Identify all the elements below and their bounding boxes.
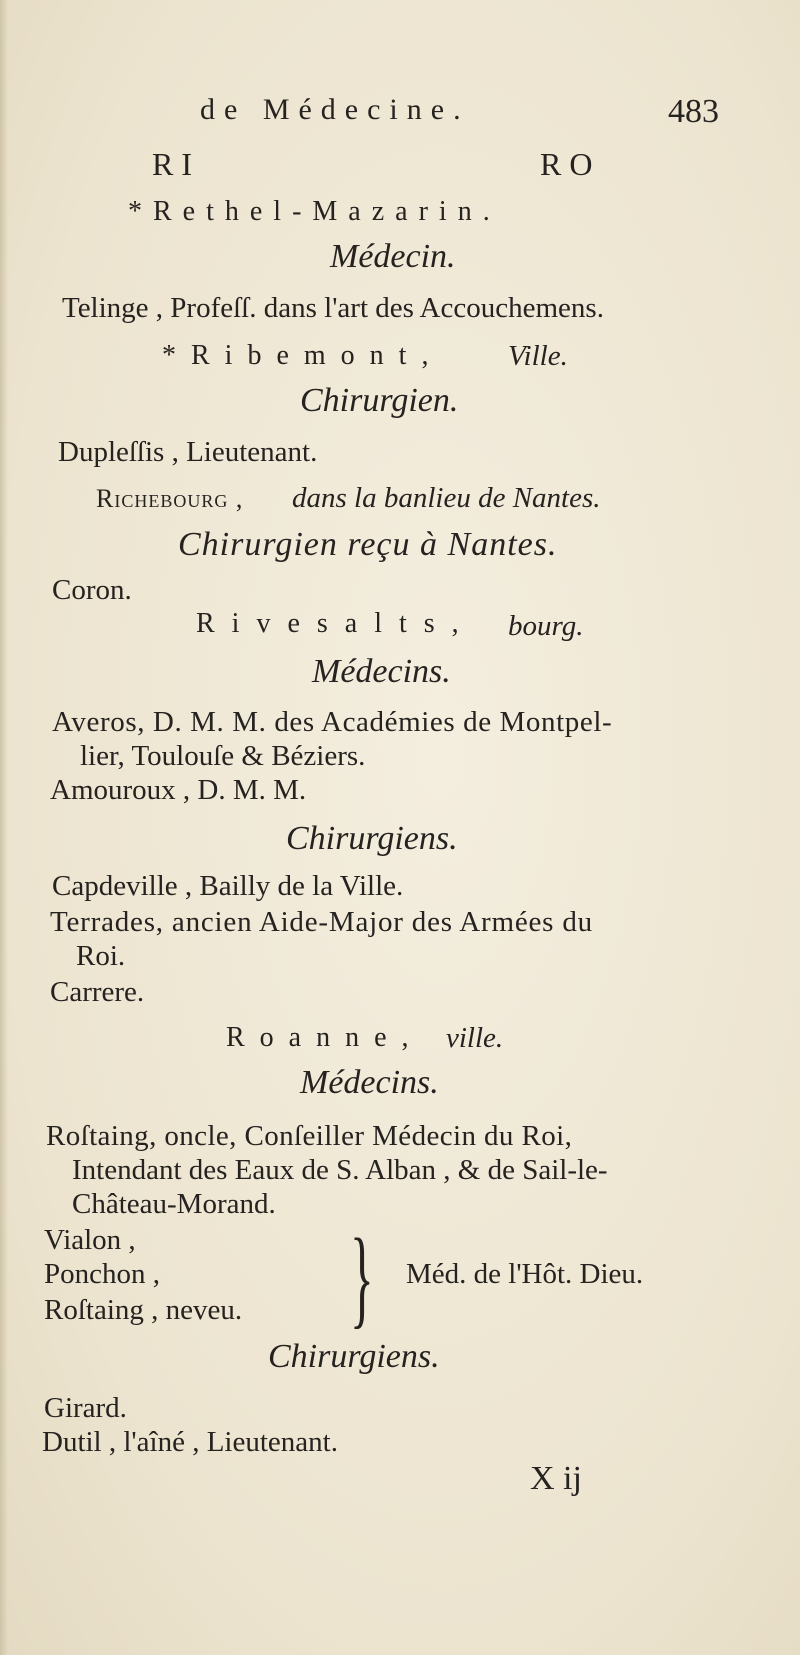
entry-carrere: Carrere.	[50, 976, 145, 1008]
running-title: de Médecine.	[200, 93, 470, 126]
heading-chirurgiens-rivesalts: Chirurgiens.	[286, 820, 458, 857]
entry-vialon: Vialon ,	[44, 1224, 136, 1256]
guide-word-left: RI	[152, 146, 200, 182]
page-number: 483	[668, 93, 719, 130]
entry-duplessis: Dupleſſis , Lieutenant.	[58, 436, 318, 468]
entry-amouroux: Amouroux , D. M. M.	[50, 774, 307, 806]
place-rivesalts: Rivesalts,	[196, 608, 476, 639]
place-ribemont: *Ribemont,	[162, 340, 444, 371]
heading-medecin-rethel: Médecin.	[330, 238, 456, 275]
heading-chirurgien-nantes: Chirurgien reçu à Nantes.	[178, 526, 558, 563]
entry-ponchon: Ponchon ,	[44, 1258, 160, 1290]
place-ribemont-type: Ville.	[508, 340, 568, 372]
entry-terrades-2: Roi.	[76, 940, 126, 972]
entry-rostaing-oncle-1: Roſtaing, oncle, Conſeiller Médecin du Roi,	[46, 1120, 573, 1152]
place-richebourg-location: dans la banlieu de Nantes.	[292, 482, 601, 514]
entry-rostaing-neveu: Roſtaing , neveu.	[44, 1294, 243, 1326]
place-rivesalts-type: bourg.	[508, 610, 584, 642]
entry-terrades-1: Terrades, ancien Aide-Major des Armées du	[50, 906, 593, 938]
place-roanne: Roanne,	[226, 1022, 424, 1053]
entry-telinge: Telinge , Profeſſ. dans l'art des Accouchemens.	[62, 292, 604, 324]
entry-girard: Girard.	[44, 1392, 127, 1424]
entry-rostaing-oncle-2: Intendant des Eaux de S. Alban , & de Sail-le-	[72, 1154, 608, 1186]
place-roanne-type: ville.	[446, 1022, 504, 1054]
grouping-brace: }	[350, 1216, 374, 1338]
entry-capdeville: Capdeville , Bailly de la Ville.	[52, 870, 404, 902]
page-edge-shadow	[0, 0, 8, 1655]
entry-coron: Coron.	[52, 574, 132, 606]
signature-mark: X ij	[530, 1460, 582, 1497]
entry-dutil: Dutil , l'aîné , Lieutenant.	[42, 1426, 338, 1458]
heading-medecins-roanne: Médecins.	[300, 1064, 439, 1101]
group-label-hotel-dieu: Méd. de l'Hôt. Dieu.	[406, 1258, 644, 1290]
heading-medecins-rivesalts: Médecins.	[312, 653, 451, 690]
entry-rostaing-oncle-3: Château-Morand.	[72, 1188, 276, 1220]
entry-averos-1: Averos, D. M. M. des Académies de Montpel-	[52, 706, 613, 738]
guide-word-right: RO	[540, 146, 601, 182]
place-rethel-mazarin: *Rethel-Mazarin.	[128, 196, 501, 227]
heading-chirurgiens-roanne: Chirurgiens.	[268, 1338, 440, 1375]
heading-chirurgien-ribemont: Chirurgien.	[300, 382, 459, 419]
place-richebourg: Richebourg ,	[96, 484, 244, 513]
entry-averos-2: lier, Toulouſe & Béziers.	[80, 740, 366, 772]
